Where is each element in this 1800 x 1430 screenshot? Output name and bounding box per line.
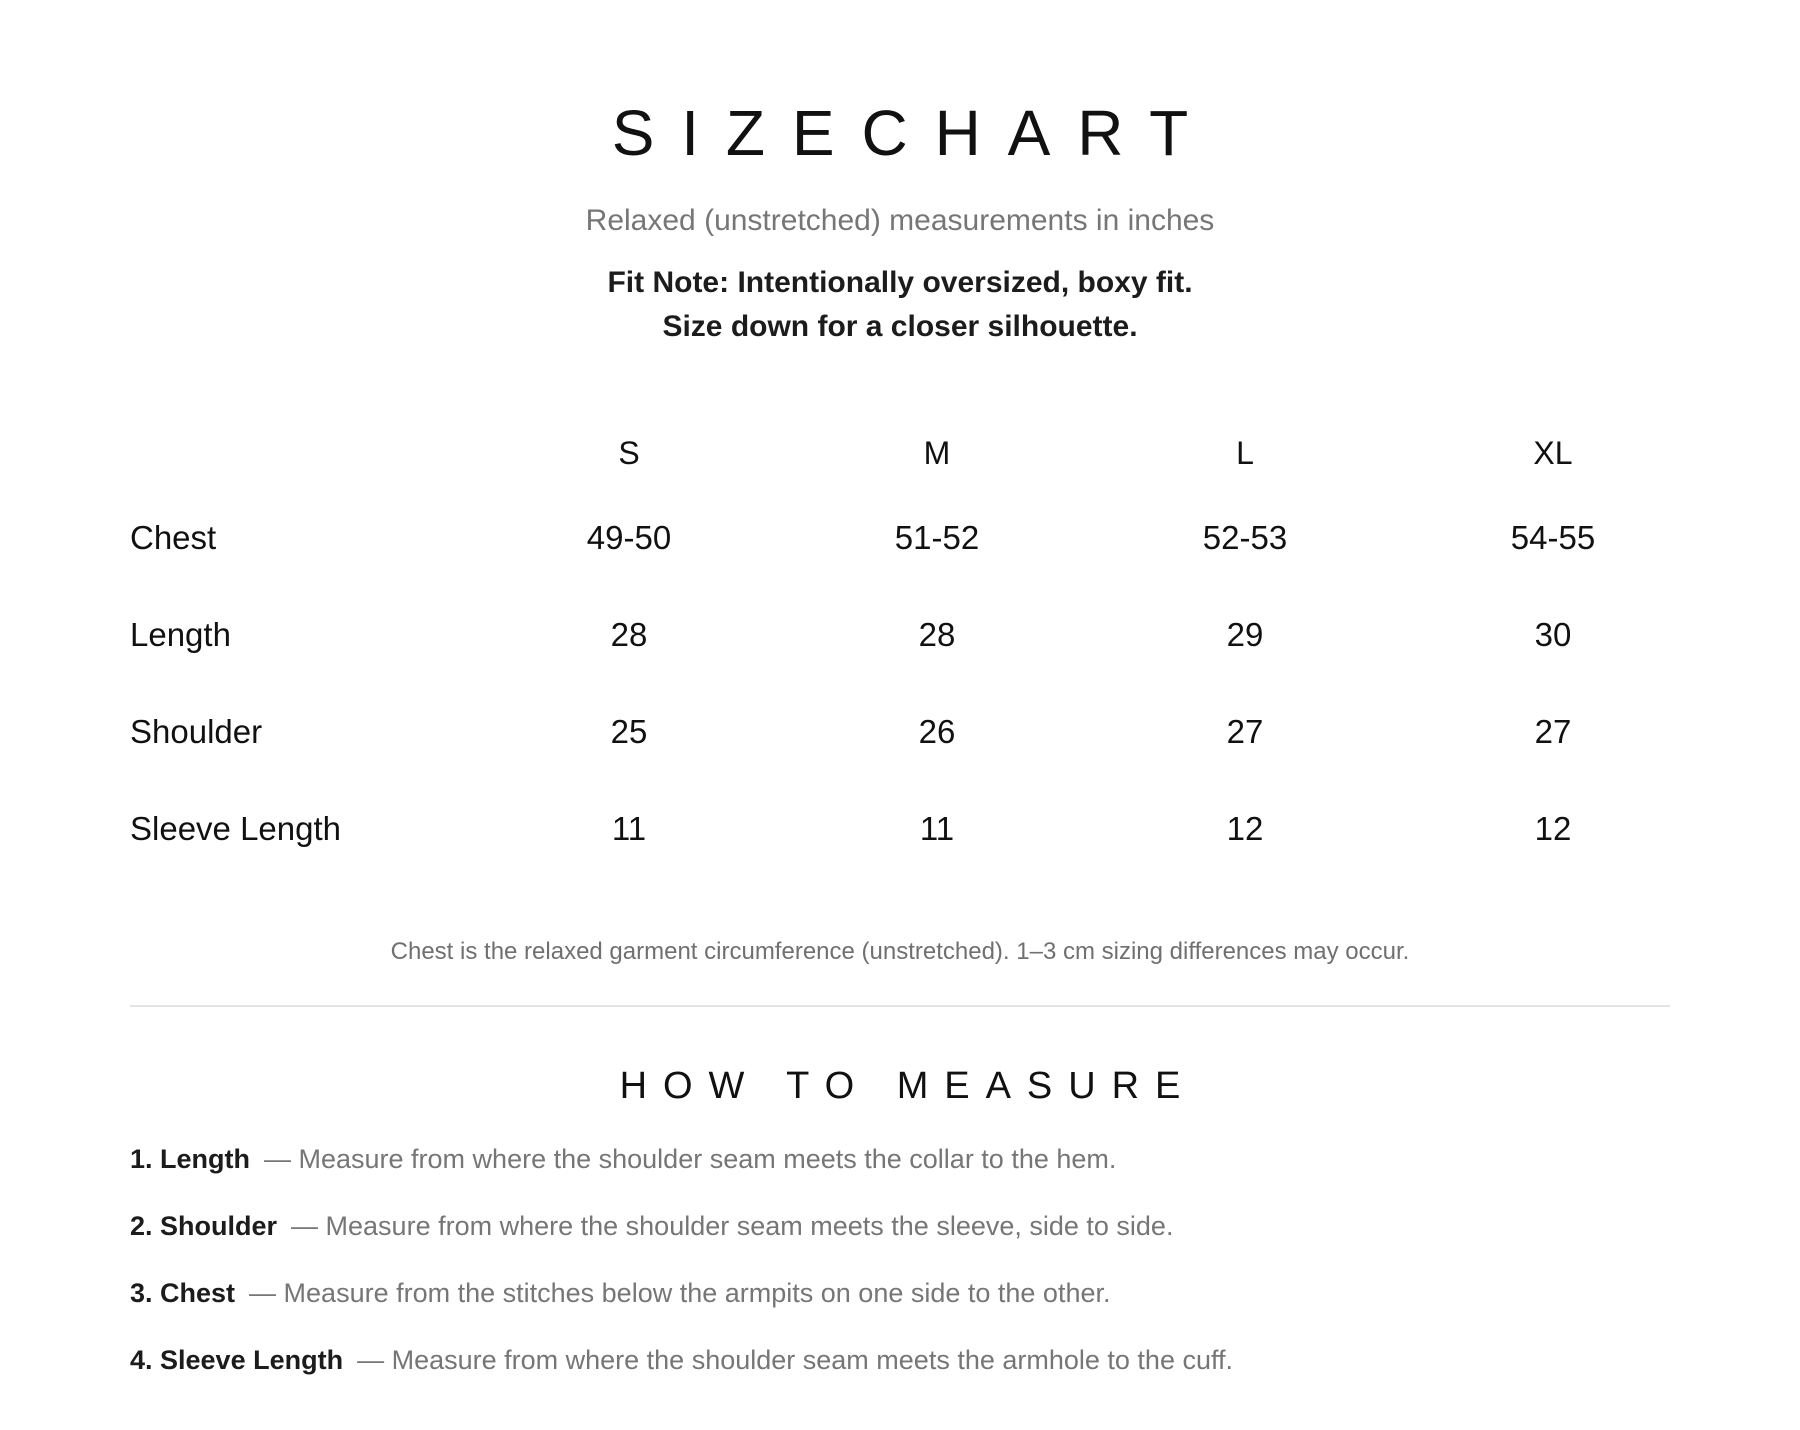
table-row xyxy=(130,489,1707,586)
table-cell: 26 xyxy=(918,712,956,750)
table-cell: 29 xyxy=(1226,615,1264,653)
row-label-chest: Chest xyxy=(130,518,217,556)
table-cell: 54-55 xyxy=(1510,518,1596,556)
step-text: — Measure from where the shoulder seam meets the collar to the hem. xyxy=(264,1144,1117,1174)
step-label: 3. Chest xyxy=(130,1278,236,1308)
page-subtitle: Relaxed (unstretched) measurements in inches xyxy=(585,204,1215,237)
size-header-l: L xyxy=(1236,434,1254,471)
list-item xyxy=(130,1277,1670,1344)
fit-note xyxy=(130,261,1670,349)
list-item xyxy=(130,1143,1670,1210)
row-label-sleeve-length: Sleeve Length xyxy=(130,809,342,847)
size-header-row xyxy=(130,417,1707,489)
list-item xyxy=(130,1344,1670,1411)
table-cell: 52-53 xyxy=(1202,518,1288,556)
step-label: 4. Sleeve Length xyxy=(130,1345,344,1375)
table-cell: 28 xyxy=(918,615,956,653)
list-item xyxy=(130,1210,1670,1277)
table-cell: 12 xyxy=(1534,809,1572,847)
table-cell: 51-52 xyxy=(894,518,980,556)
size-header-m: M xyxy=(923,434,951,471)
table-cell: 27 xyxy=(1226,712,1264,750)
fit-note-line-2: Size down for a closer silhouette. xyxy=(662,310,1138,343)
step-label: 1. Length xyxy=(130,1144,250,1174)
table-cell: 27 xyxy=(1534,712,1572,750)
measure-steps-list xyxy=(130,1143,1670,1411)
step-text: — Measure from the stitches below the armpits on one side to the other. xyxy=(249,1278,1111,1308)
fit-note-line-1: Fit Note: Intentionally oversized, boxy fit. xyxy=(607,266,1193,299)
size-header-s: S xyxy=(618,434,640,471)
table-cell: 28 xyxy=(610,615,648,653)
row-label-length: Length xyxy=(130,615,231,653)
size-header-xl: XL xyxy=(1533,434,1573,471)
step-text: — Measure from where the shoulder seam meets the armhole to the cuff. xyxy=(357,1345,1233,1375)
size-table xyxy=(130,417,1707,877)
table-cell: 49-50 xyxy=(586,518,672,556)
table-row xyxy=(130,683,1707,780)
table-cell: 30 xyxy=(1534,615,1572,653)
table-cell: 12 xyxy=(1226,809,1264,847)
page-title: SIZECHART xyxy=(611,97,1216,169)
row-label-shoulder: Shoulder xyxy=(130,712,263,750)
step-label: 2. Shoulder xyxy=(130,1211,278,1241)
table-cell: 11 xyxy=(611,809,647,847)
section-divider xyxy=(130,1005,1670,1007)
how-to-measure-title: HOW TO MEASURE xyxy=(619,1065,1197,1107)
table-row xyxy=(130,586,1707,683)
sizing-footnote: Chest is the relaxed garment circumference (unstretched). 1–3 cm sizing differences may occur. xyxy=(390,938,1410,965)
step-text: — Measure from where the shoulder seam meets the sleeve, side to side. xyxy=(291,1211,1174,1241)
table-row xyxy=(130,780,1707,877)
header-empty-cell xyxy=(130,417,475,489)
table-cell: 11 xyxy=(919,809,955,847)
table-cell: 25 xyxy=(610,712,648,750)
